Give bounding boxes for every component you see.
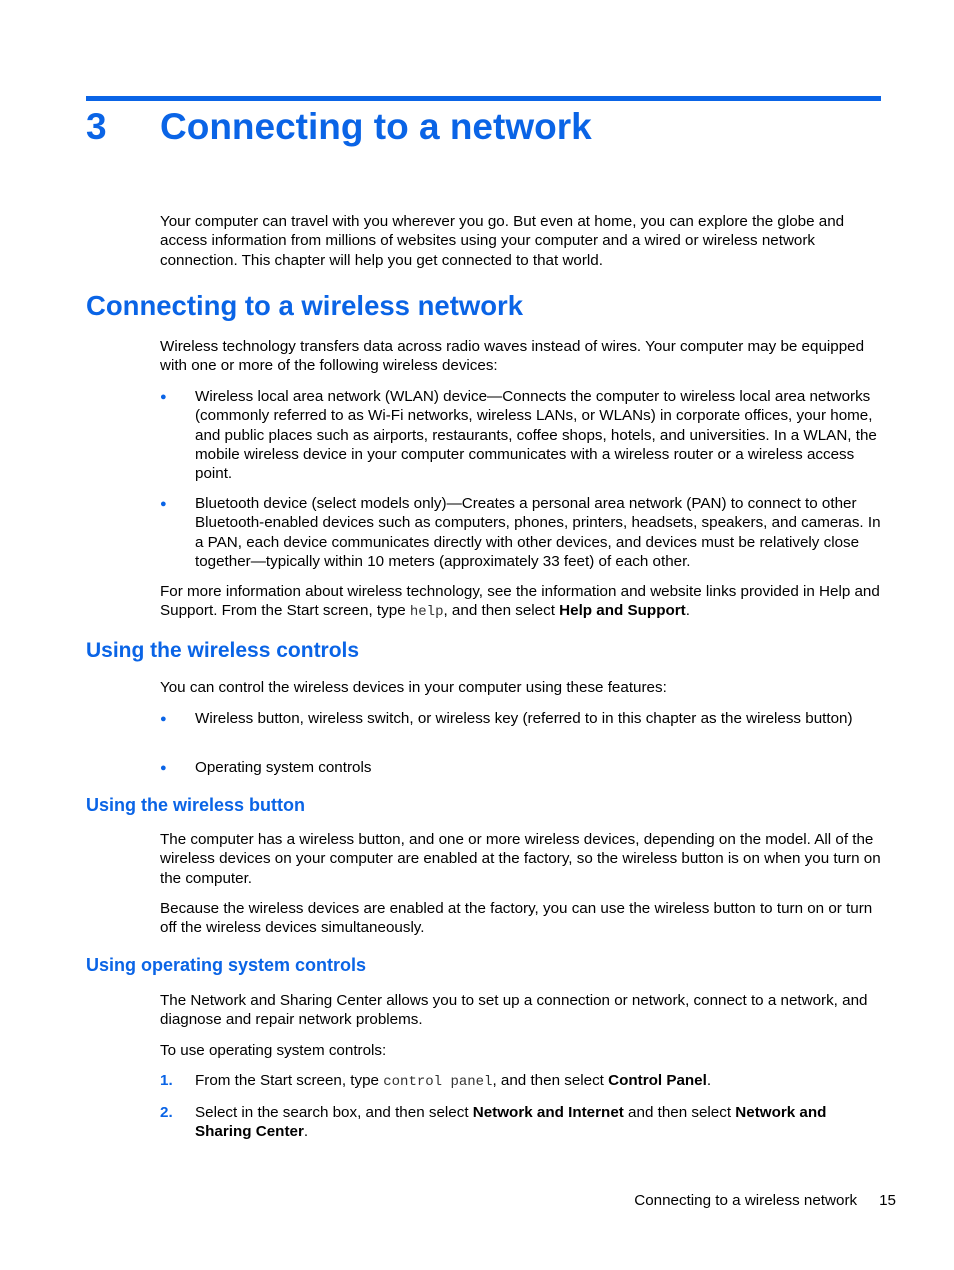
bold-control-panel: Control Panel xyxy=(608,1072,707,1089)
list-item-text: Wireless local area network (WLAN) device—Connects the computer to wireless local area networks (commonly referred to as Wi-Fi networks, wireless LANs, or WLANs) in corporate offices, your home, and public places such as airports, restaurants, coffee shops, hotels, and universities. In a WLAN, the mobile wireless device in your computer communicates with a wireless router or a wireless access point. xyxy=(195,388,877,483)
text-run: and then select xyxy=(623,1104,736,1121)
text-run: . xyxy=(706,1072,712,1089)
text-run: . xyxy=(303,1123,309,1141)
bold-network-and-internet: Network and Internet xyxy=(472,1104,624,1121)
list-item-text: Bluetooth device (select models only)—Creates a personal area network (PAN) to connect to other Bluetooth-enabled devices such as computers, phones, printers, headsets, speakers, and cameras. In a PAN, each device communicates directly with other devices, and devices must be relatively close together—typically within 10 meters (approximately 33 feet) of each other. xyxy=(195,495,881,570)
chapter-title xyxy=(86,106,592,148)
controls-intro: You can control the wireless devices in your computer using these features: xyxy=(160,679,667,696)
list-item xyxy=(160,387,882,483)
step-number: 2. xyxy=(160,1104,173,1121)
wireless-intro: Wireless technology transfers data across radio waves instead of wires. Your computer may be equipped with one or more of the following wireless devices: xyxy=(160,338,865,375)
list-item xyxy=(160,494,882,571)
chapter-title-text: Connecting to a network xyxy=(160,106,592,147)
section-heading-button: Using the wireless button xyxy=(86,795,306,815)
list-item-text: Operating system controls xyxy=(195,759,372,776)
section-heading-os: Using operating system controls xyxy=(86,955,367,975)
list-item-text xyxy=(195,1103,882,1142)
os-paragraph-1: The Network and Sharing Center allows you to set up a connection or network, connect to a network, and diagnose and repair network problems. xyxy=(160,992,868,1029)
button-paragraph-2: Because the wireless devices are enabled at the factory, you can use the wireless button to turn on or turn off the wireless devices simultaneously. xyxy=(160,900,873,937)
text-run: , and then select xyxy=(492,1072,609,1089)
list-item xyxy=(160,758,882,777)
page-footer xyxy=(634,1192,896,1209)
section-heading-wireless: Connecting to a wireless network xyxy=(86,290,524,321)
text-run: , and then select xyxy=(443,602,560,620)
text-run: From the Start screen, type xyxy=(195,1072,384,1089)
chapter-rule xyxy=(86,96,881,101)
chapter-number: 3 xyxy=(86,106,107,147)
footer-label: Connecting to a wireless network xyxy=(634,1192,858,1209)
page-number: 15 xyxy=(879,1192,896,1209)
bullet-icon: ● xyxy=(160,391,167,403)
list-item xyxy=(160,709,882,728)
bullet-icon: ● xyxy=(160,713,167,725)
code-help: help xyxy=(409,604,444,621)
bullet-icon: ● xyxy=(160,498,167,510)
step-number: 1. xyxy=(160,1072,173,1089)
list-item xyxy=(160,1071,882,1092)
list-item xyxy=(160,1103,882,1142)
button-paragraph-1: The computer has a wireless button, and one or more wireless devices, depending on the model. All of the wireless devices on your computer are enabled at the factory, so the wireless button is on when you turn on the computer. xyxy=(160,831,881,887)
more-info-paragraph xyxy=(160,582,882,623)
list-item-text: Wireless button, wireless switch, or wireless key (referred to in this chapter as the wireless button) xyxy=(195,710,853,727)
bold-network-and-sharing-center: Network and Sharing Center xyxy=(195,1104,827,1141)
list-item-text xyxy=(195,1071,882,1092)
text-run: Select in the search box, and then select xyxy=(195,1104,473,1121)
bullet-icon: ● xyxy=(160,762,167,774)
chapter-intro: Your computer can travel with you wherever you go. But even at home, you can explore the globe and access information from millions of websites using your computer and a wired or wireless network connection. This chapter will help you get connected to that world. xyxy=(160,213,845,269)
text-run: . xyxy=(685,602,690,620)
os-paragraph-2: To use operating system controls: xyxy=(160,1042,387,1059)
code-control-panel: control panel xyxy=(383,1074,493,1090)
text-run: For more information about wireless technology, see the information and website links provided in Help and Support. From the Start screen, type xyxy=(160,583,880,620)
section-heading-controls: Using the wireless controls xyxy=(86,639,360,662)
bold-help-and-support: Help and Support xyxy=(559,602,686,620)
